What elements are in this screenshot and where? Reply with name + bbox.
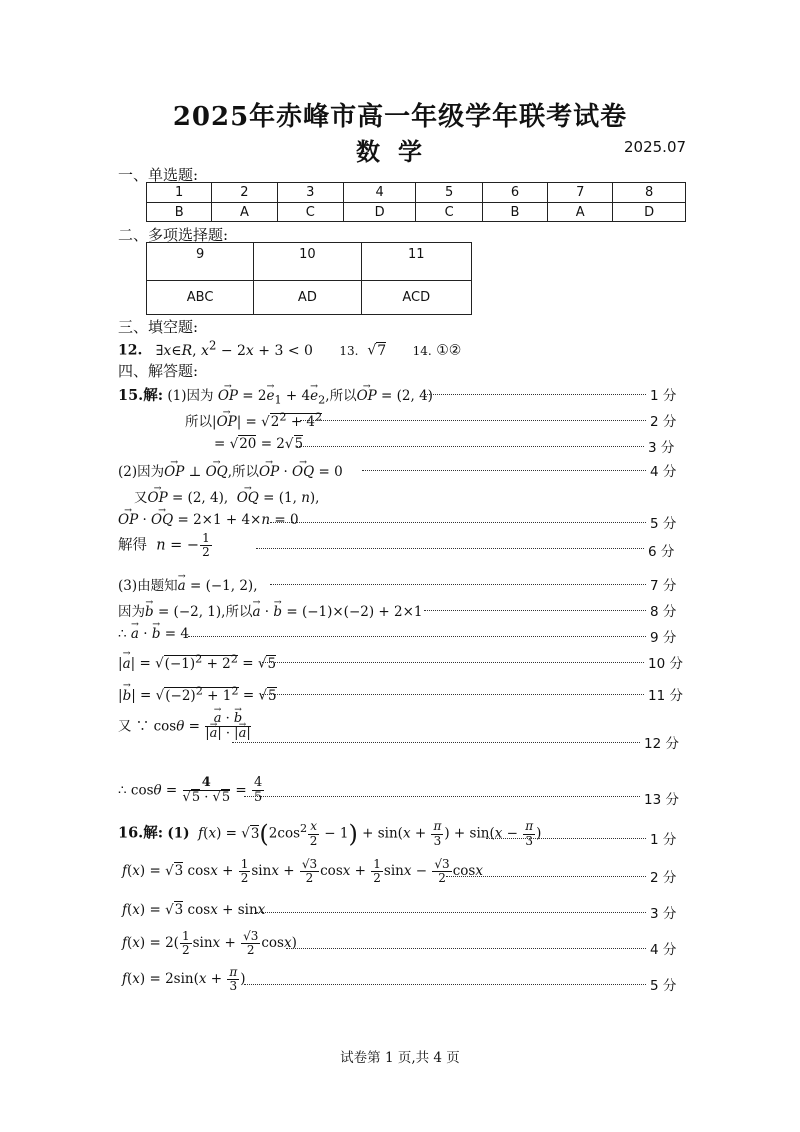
text: 解得 — [118, 537, 147, 554]
table-cell: 4 — [343, 183, 416, 203]
section4-heading: 四、解答题: — [118, 362, 199, 380]
text: 又 — [134, 490, 148, 506]
q16-step-3: f(x) = √3 cosx + sinx — [122, 902, 266, 918]
leader-dots — [232, 734, 640, 743]
q15-step-8: 因为→ b = (−2, 1),所以→ a · → b = (−1)×(−2) + 2×1 — [118, 600, 423, 620]
score-1: 1 分 — [650, 388, 677, 404]
leader-dots — [424, 602, 646, 611]
q16-step-2: f(x) = √3 cosx + $\frac{1}{2}$ sinx + $\frac{√3}{2}$ cosx + $\frac{1}{2}$ sinx − $\frac{√3}{2}$ cosx — [122, 857, 483, 886]
leader-dots — [244, 976, 646, 985]
score-3: 3 分 — [648, 440, 675, 456]
q16-score-5: 5 分 — [650, 978, 677, 994]
table-cell: 11 — [361, 243, 472, 281]
q15-step-9: ∴ → a · → b = 4 — [118, 626, 189, 642]
text: ,所以 — [227, 464, 259, 480]
text: ,所以 — [325, 388, 357, 404]
page-footer: 试卷第 1 页,共 4 页 — [340, 1050, 460, 1066]
table-cell: A — [212, 203, 277, 222]
score-4: 4 分 — [650, 464, 677, 480]
leader-dots — [446, 868, 646, 877]
leader-dots — [270, 576, 646, 585]
table-cell: D — [343, 203, 416, 222]
q15-step-12: 又 ∵ cosθ = → $\frac{a \cdot \to b}{|\to a| \cdot |\to a|}$ — [118, 712, 252, 742]
table-cell: ABC — [147, 281, 254, 315]
score-6: 6 分 — [648, 544, 675, 560]
multi-choice-table — [146, 242, 472, 315]
q16-step-4: f(x) = 2( $\frac{1}{2}$ sinx + $\frac{√3}{2}$ cosx) — [122, 929, 297, 958]
q15-step-7: (3)由题知→ a = (−1, 2), — [118, 574, 257, 594]
q15-step-2: 所以|→ $OP| = √2^2 + 4^2$ — [185, 410, 322, 430]
q15-step-4b: 又→ OP = (2, 4), → OQ = (1, n), — [134, 486, 319, 506]
table-cell: 9 — [147, 243, 254, 281]
leader-dots — [300, 412, 646, 421]
q12-answer: ∃x∈R, $x^2 - 2x + 3 < 0$ — [146, 338, 313, 359]
q15-step-3: = √20 = 2√5 — [214, 436, 304, 452]
table-cell: C — [277, 203, 343, 222]
q14-label: 14. — [412, 343, 432, 358]
leader-dots — [262, 686, 644, 695]
table-cell: B — [147, 203, 212, 222]
table-cell: 7 — [548, 183, 613, 203]
section2-heading: 二、多项选择题: — [118, 226, 229, 244]
q16-step-5: f(x) = 2sin(x + $\frac{\pi}{3}$ ) — [122, 965, 246, 994]
table-cell: 5 — [416, 183, 482, 203]
leader-dots — [256, 540, 644, 549]
q16-step-1: 16.解: (1) $f(x) = √3(2\cos^2$ $\frac{x}{2}$ − 1) + sin(x + $\frac{\pi}{3}$ ) + sin(x − $\frac{\pi}{3}$ ) — [118, 819, 542, 848]
q13-answer: √7 — [362, 342, 387, 359]
table-cell: 6 — [482, 183, 547, 203]
q15-step-11: |→ $b| = √(-2)^2 + 1^2 = √5$ — [118, 684, 277, 704]
q15-step-5: → OP · → OQ = 2×1 + 4×n = 0 — [118, 512, 299, 528]
leader-dots — [188, 628, 646, 637]
leader-dots — [296, 438, 644, 447]
table-row — [147, 183, 686, 203]
q12-label: 12. — [118, 342, 143, 359]
q15-step-4: (2)因为→ OP ⊥ → OQ,所以→ OP · → OQ = 0 — [118, 460, 343, 480]
exam-date: 2025.07 — [624, 138, 687, 156]
text: ,所以 — [221, 604, 253, 620]
score-8: 8 分 — [650, 604, 677, 620]
section3-heading: 三、填空题: — [118, 318, 199, 336]
table-cell: B — [482, 203, 547, 222]
table-row — [147, 281, 472, 315]
table-cell: AD — [254, 281, 361, 315]
text: 因为 — [118, 604, 145, 620]
q16-score-2: 2 分 — [650, 870, 677, 886]
leader-dots — [262, 654, 644, 663]
q13-label: 13. — [339, 343, 359, 358]
table-cell: 10 — [254, 243, 361, 281]
score-10: 10 分 — [648, 656, 683, 672]
score-12: 12 分 — [644, 736, 679, 752]
table-cell: 2 — [212, 183, 277, 203]
table-cell: 8 — [613, 183, 686, 203]
score-5: 5 分 — [650, 516, 677, 532]
table-row — [147, 243, 472, 281]
exam-title: 2025年赤峰市高一年级学年联考试卷 — [172, 102, 628, 132]
q15-step-13: ∴ cosθ = $\frac{4}{√5 \cdot √5}$ = $\frac{4}{5}$ — [118, 775, 263, 806]
score-2: 2 分 — [650, 414, 677, 430]
q16-score-4: 4 分 — [650, 942, 677, 958]
score-11: 11 分 — [648, 688, 683, 704]
text: (2)因为 — [118, 464, 165, 480]
text: (1)因为 — [167, 388, 214, 404]
table-cell: A — [548, 203, 613, 222]
leader-dots — [256, 904, 646, 913]
leader-dots — [270, 514, 646, 523]
q15-step-10: |→ $a| = √(-1)^2 + 2^2 = √5$ — [118, 652, 276, 672]
table-cell: ACD — [361, 281, 472, 315]
q15-step-6: 解得 n = − $\frac{1}{2}$ — [118, 531, 210, 560]
q15-step-1: 15.解: (1)因为 → OP = $2\to e_1 + 4\to e_2$,所以→ OP = (2, 4) — [118, 384, 433, 407]
leader-dots — [486, 830, 646, 839]
score-7: 7 分 — [650, 578, 677, 594]
leader-dots — [286, 940, 646, 949]
single-choice-table — [146, 182, 686, 222]
table-row — [147, 203, 686, 222]
leader-dots — [424, 386, 646, 395]
q14-answer: ①② — [436, 342, 462, 359]
score-9: 9 分 — [650, 630, 677, 646]
table-cell: 3 — [277, 183, 343, 203]
leader-dots — [362, 462, 646, 471]
q15-label: 15.解: — [118, 387, 164, 404]
subject-title: 数学 — [356, 137, 440, 166]
score-13: 13 分 — [644, 792, 679, 808]
text: (1) — [167, 825, 190, 842]
fill-blank-answers — [118, 338, 461, 359]
table-cell: 1 — [147, 183, 212, 203]
text: 又 — [118, 718, 132, 735]
table-cell: D — [613, 203, 686, 222]
text: (3)由题知 — [118, 578, 178, 594]
table-cell: C — [416, 203, 482, 222]
q16-score-3: 3 分 — [650, 906, 677, 922]
q16-score-1: 1 分 — [650, 832, 677, 848]
leader-dots — [244, 788, 640, 797]
text: 所以 — [185, 414, 212, 430]
section1-heading: 一、单选题: — [118, 166, 199, 184]
q16-label: 16.解: — [118, 824, 164, 842]
